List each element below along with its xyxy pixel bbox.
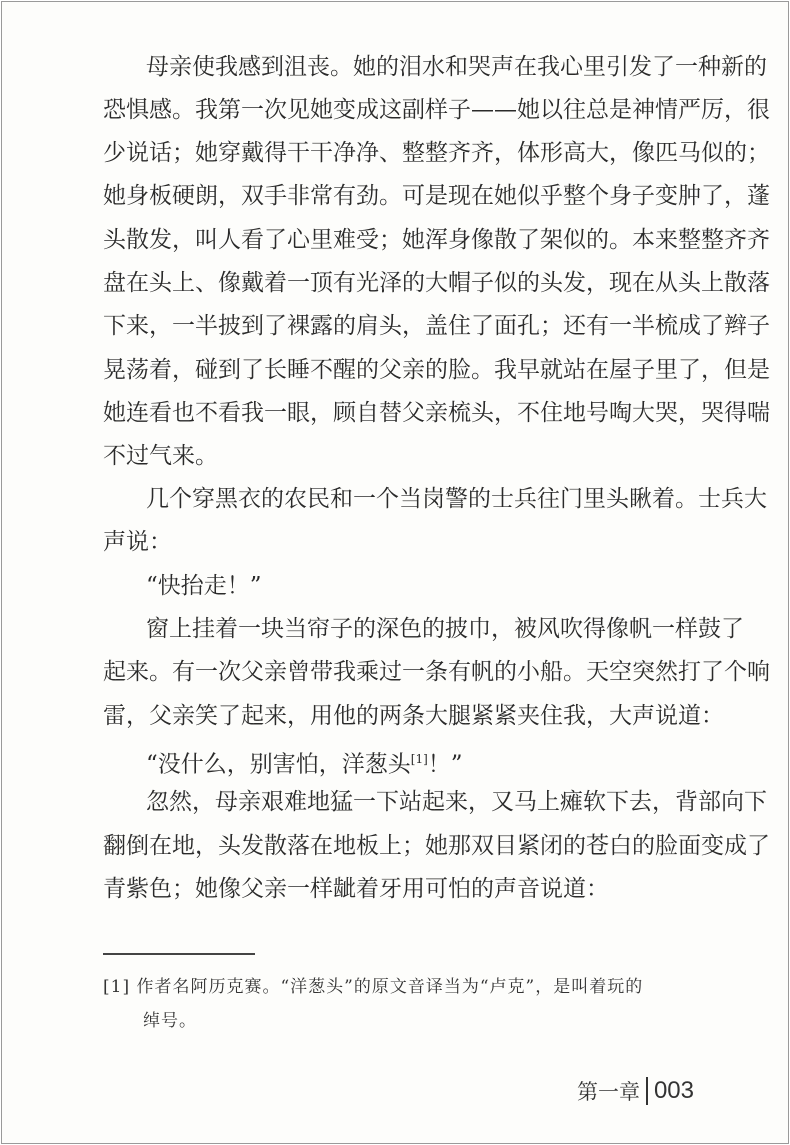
text-line: 青紫色；她像父亲一样龇着牙用可怕的声音说道：	[103, 876, 609, 902]
text-line: 恐惧感。我第一次见她变成这副样子——她以往总是神情严厉，很	[103, 97, 770, 123]
footnote-line: 绰号。	[143, 1011, 197, 1031]
text-line: 母亲使我感到沮丧。她的泪水和哭声在我心里引发了一种新的	[146, 54, 767, 80]
text-line: 雷，父亲笑了起来，用他的两条大腿紧紧夹住我，大声说道：	[103, 703, 724, 729]
page-footer	[577, 1076, 694, 1106]
text-line: 窗上挂着一块当帘子的深色的披巾，被风吹得像帆一样鼓了	[146, 616, 744, 642]
text-line: 翻倒在地，头发散落在地板上；她那双目紧闭的苍白的脸面变成了	[103, 833, 770, 859]
text-line: 头散发，叫人看了心里难受；她浑身像散了架似的。本来整整齐齐	[103, 227, 770, 253]
dialogue-line: “快抬走！”	[146, 573, 262, 599]
text-line: 忽然，母亲艰难地猛一下站起来，又马上瘫软下去，背部向下	[146, 789, 767, 815]
dialogue-end: ！”	[427, 751, 463, 778]
dialogue-line	[146, 744, 700, 778]
text-line: 几个穿黑衣的农民和一个当岗警的士兵往门里头瞅着。士兵大	[146, 486, 767, 512]
chapter-label: 第一章	[576, 1080, 640, 1104]
page-number: 003	[653, 1077, 694, 1104]
text-line: 声说：	[103, 529, 172, 555]
text-line: 起来。有一次父亲曾带我乘过一条有帆的小船。天空突然打了个响	[103, 659, 770, 685]
text-line: 她连看也不看我一眼，顾自替父亲梳头，不住地号啕大哭，哭得喘	[103, 400, 770, 426]
text-line: 下来，一半披到了裸露的肩头，盖住了面孔；还有一半梳成了辫子	[103, 313, 770, 339]
text-line: 少说话；她穿戴得干干净净、整整齐齐，体形高大，像匹马似的；	[103, 140, 770, 166]
footnote-ref[interactable]: [1]	[410, 752, 428, 766]
text-line: 不过气来。	[103, 443, 218, 469]
text-line: 晃荡着，碰到了长睡不醒的父亲的脸。我早就站在屋子里了，但是	[103, 357, 770, 383]
footnote-divider	[103, 953, 255, 955]
text-line: 她身板硬朗，双手非常有劲。可是现在她似乎整个身子变肿了，蓬	[103, 183, 770, 209]
text-line: 盘在头上、像戴着一顶有光泽的大帽子似的头发，现在从头上散落	[103, 270, 770, 296]
footnote-line: [1] 作者名阿历克赛。“洋葱头”的原文音译当为“卢克”，是叫着玩的	[103, 977, 644, 997]
footer-divider	[646, 1077, 648, 1105]
dialogue-text: “没什么，别害怕，洋葱头	[146, 751, 411, 778]
